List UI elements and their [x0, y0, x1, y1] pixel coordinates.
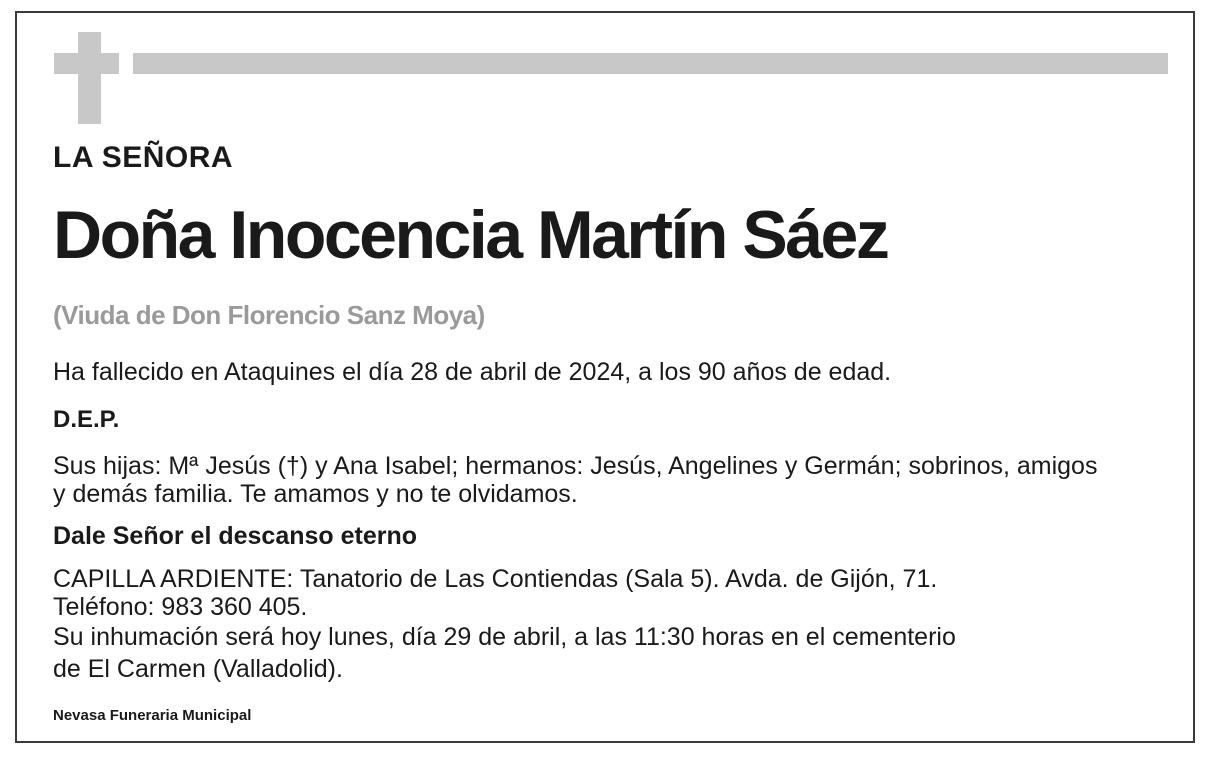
deceased-name: Doña Inocencia Martín Sáez [53, 197, 888, 273]
widow-of: (Viuda de Don Florencio Sanz Moya) [53, 300, 485, 330]
death-announcement: Ha fallecido en Ataquines el día 28 de abril de 2024, a los 90 años de edad. [53, 358, 892, 386]
cross-horizontal-bar [54, 53, 119, 74]
burial-line: de El Carmen (Valladolid). [53, 655, 343, 683]
family-line: Sus hijas: Mª Jesús (†) y Ana Isabel; hermanos: Jesús, Angelines y Germán; sobrinos, amigos [53, 452, 1098, 480]
dep-label: D.E.P. [53, 406, 120, 433]
funeral-home: Nevasa Funeraria Municipal [53, 707, 252, 724]
prayer: Dale Señor el descanso eterno [53, 522, 418, 550]
honorific: LA SEÑORA [53, 141, 234, 174]
chapel-line: CAPILLA ARDIENTE: Tanatorio de Las Contiendas (Sala 5). Avda. de Gijón, 71. [53, 565, 938, 593]
burial-line: Su inhumación será hoy lunes, día 29 de abril, a las 11:30 horas en el cementerio [53, 623, 956, 651]
family-line: y demás familia. Te amamos y no te olvidamos. [53, 480, 578, 508]
header-rule [133, 53, 1168, 74]
cross-vertical-bar [78, 32, 101, 124]
phone-line: Teléfono: 983 360 405. [53, 593, 308, 621]
